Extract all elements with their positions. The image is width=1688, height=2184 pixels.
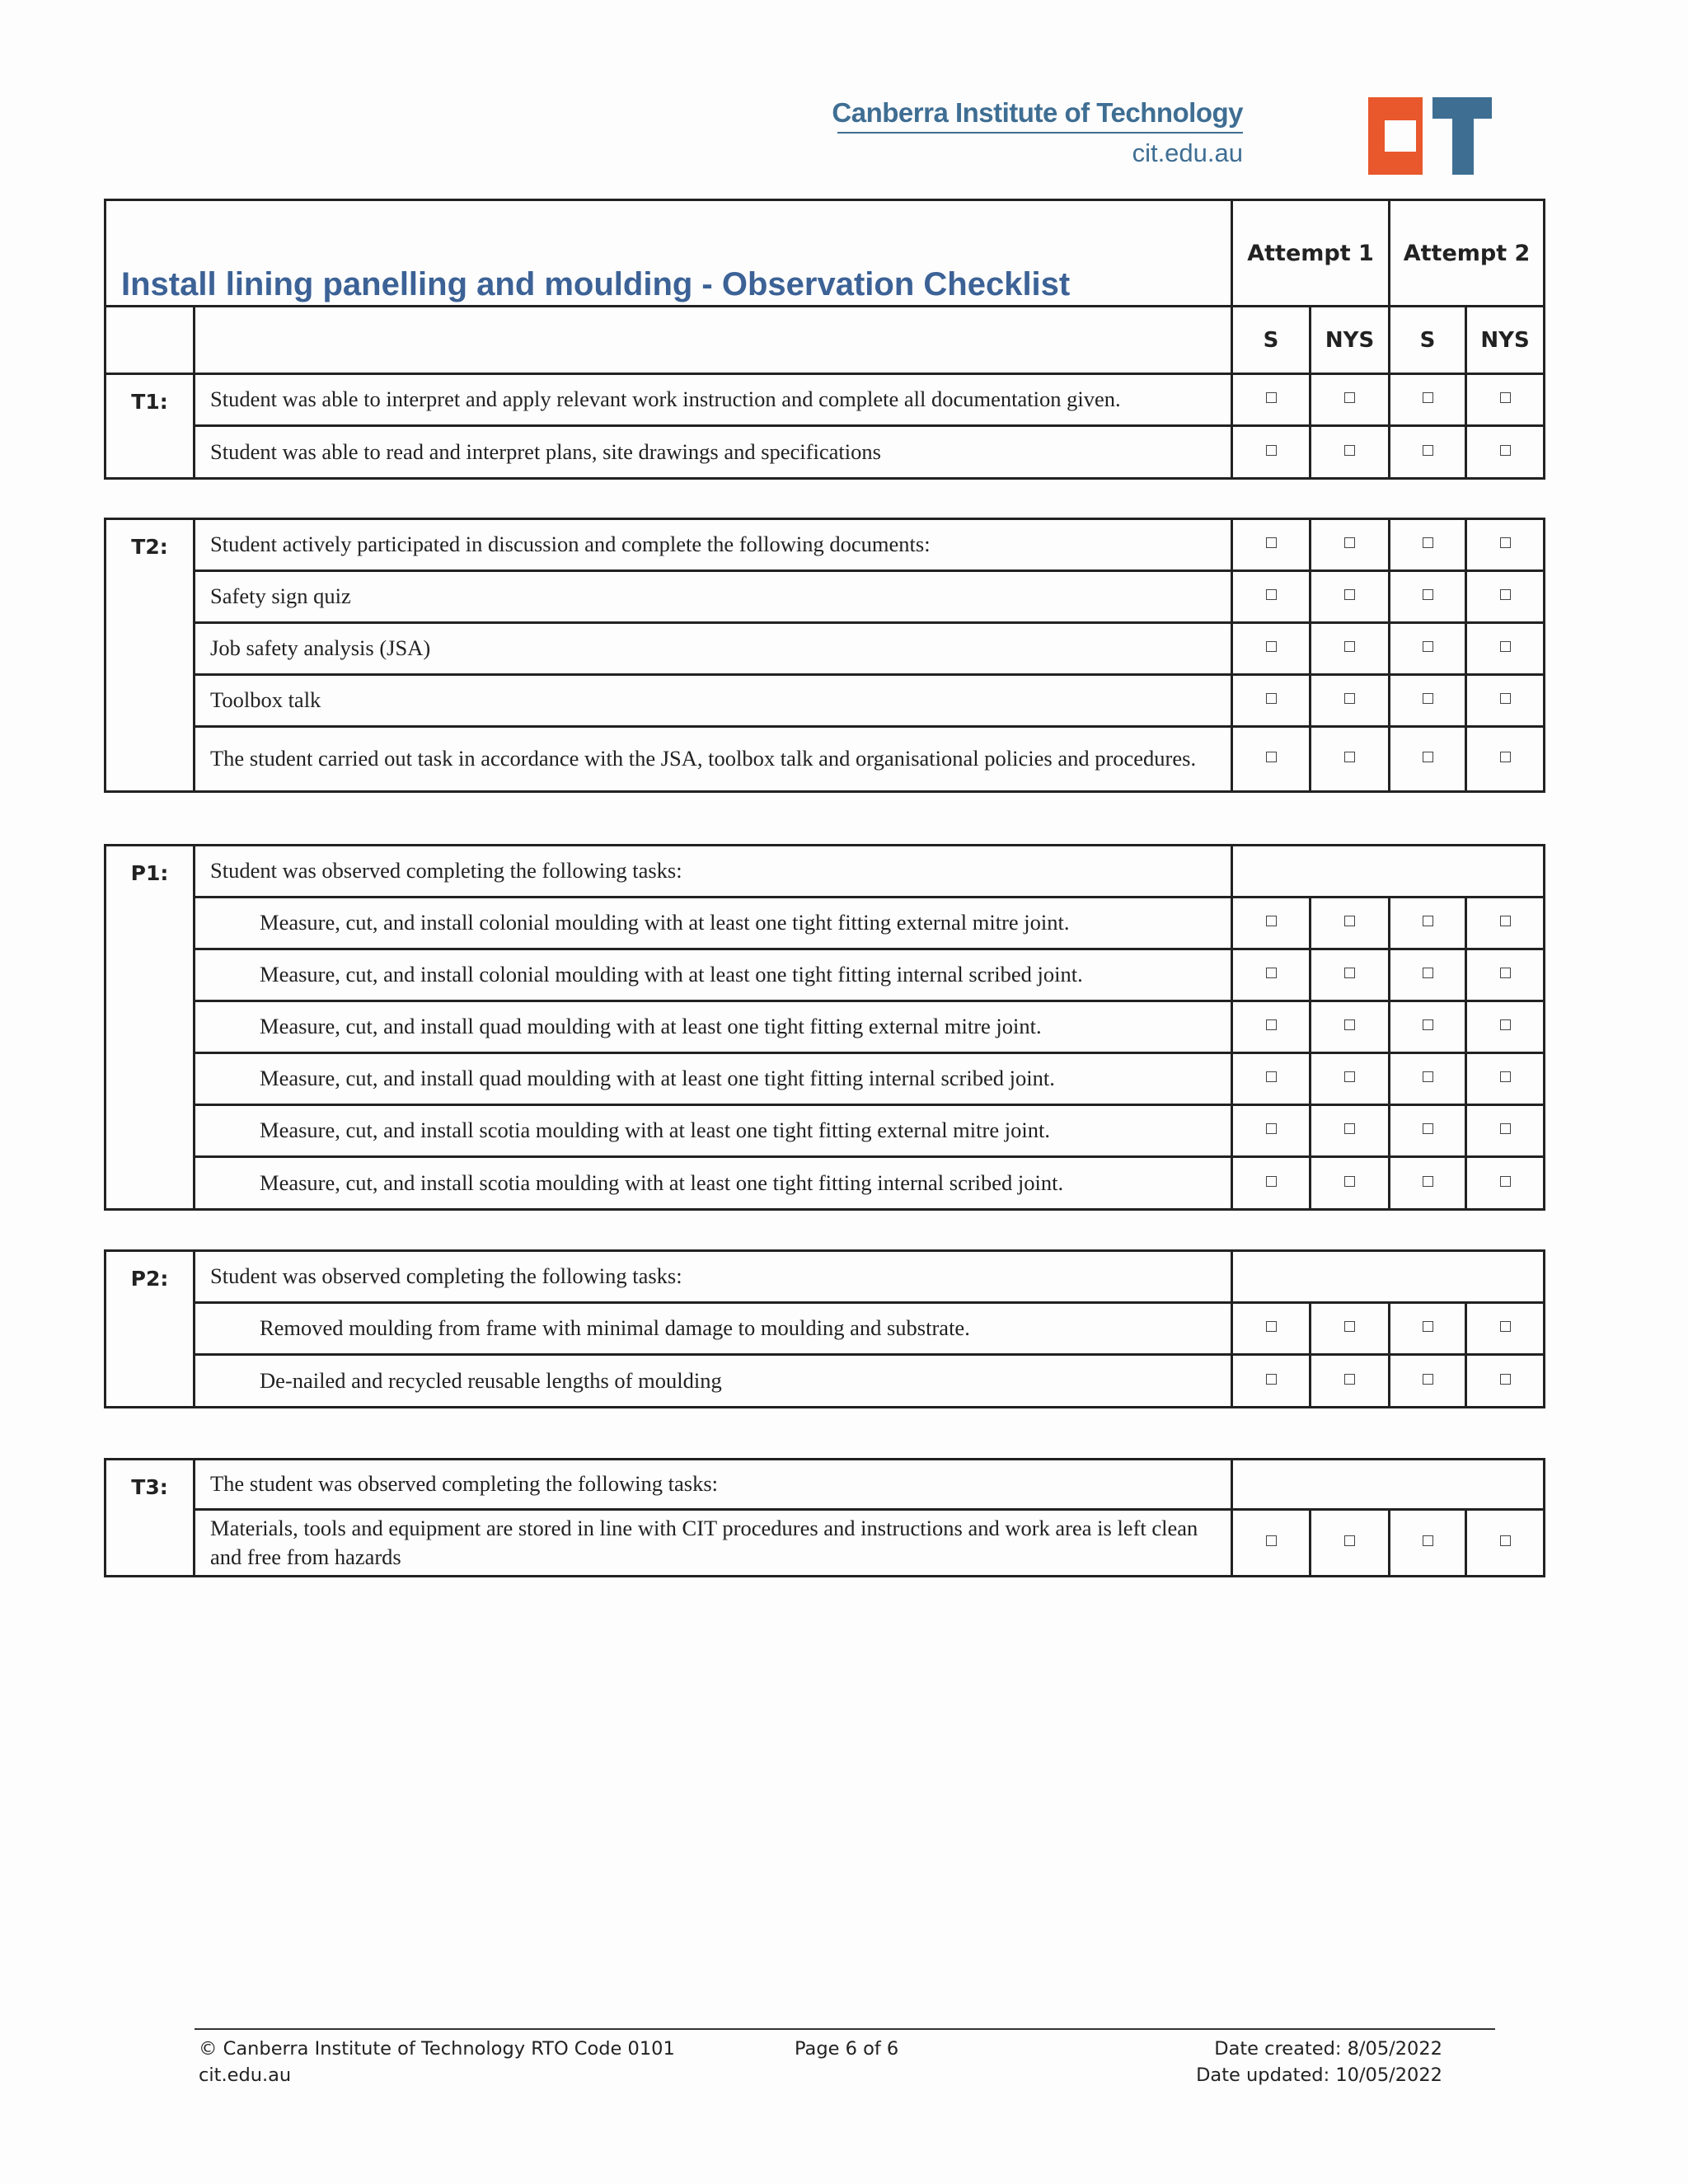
section-label-t2: T2:	[106, 519, 195, 792]
t2-1-att2-s-checkbox[interactable]	[1390, 519, 1466, 571]
t2-4-att2-s-checkbox[interactable]	[1390, 675, 1466, 727]
section-label-p2: P2:	[106, 1251, 195, 1408]
t2-3-att2-nys-checkbox[interactable]	[1466, 623, 1545, 675]
p2-checklist-table	[104, 1249, 1545, 1408]
p1-3-att1-nys-checkbox[interactable]	[1311, 1001, 1390, 1053]
empty-header-cell	[195, 307, 1232, 374]
t2-row-5	[106, 727, 1545, 792]
t2-5-att2-nys-checkbox[interactable]	[1466, 727, 1545, 792]
p1-intro-text: Student was observed completing the following tasks:	[195, 846, 1232, 898]
p2-intro-row	[106, 1251, 1545, 1303]
p1-row-5	[106, 1105, 1545, 1157]
p1-2-att1-nys-checkbox[interactable]	[1311, 949, 1390, 1001]
cit-logo	[832, 97, 1492, 180]
p1-3-att1-s-checkbox[interactable]	[1232, 1001, 1311, 1053]
section-label-t3: T3:	[106, 1460, 195, 1577]
t2-2-att1-s-checkbox[interactable]	[1232, 571, 1311, 623]
p1-6-att1-nys-checkbox[interactable]	[1311, 1157, 1390, 1210]
t1-2-att1-nys-checkbox[interactable]	[1311, 426, 1390, 479]
p1-5-att1-nys-checkbox[interactable]	[1311, 1105, 1390, 1157]
footer-page-number: Page 6 of 6	[795, 2038, 899, 2060]
p1-6-att1-s-checkbox[interactable]	[1232, 1157, 1311, 1210]
t2-item-4-text: Toolbox talk	[195, 675, 1232, 727]
footer-dates	[1187, 2036, 1442, 2088]
t3-checklist-table	[104, 1458, 1545, 1577]
p1-row-6	[106, 1157, 1545, 1210]
p1-intro-row	[106, 846, 1545, 898]
p2-intro-empty-cell	[1232, 1251, 1545, 1303]
p1-5-att1-s-checkbox[interactable]	[1232, 1105, 1311, 1157]
p2-item-1-text: Removed moulding from frame with minimal damage to moulding and substrate.	[195, 1303, 1232, 1355]
p1-4-att1-nys-checkbox[interactable]	[1311, 1053, 1390, 1105]
logo-institute-name: Canberra Institute of Technology	[832, 97, 1243, 128]
p1-2-att2-nys-checkbox[interactable]	[1466, 949, 1545, 1001]
p1-checklist-table	[104, 844, 1545, 1211]
p1-item-5-text: Measure, cut, and install scotia moulding with at least one tight fitting external mitre joint.	[195, 1105, 1232, 1157]
footer-copyright: © Canberra Institute of Technology RTO Code 0101	[199, 2038, 675, 2060]
t1-item-2-text: Student was able to read and interpret plans, site drawings and specifications	[195, 426, 1232, 479]
t3-1-att2-nys-checkbox[interactable]	[1466, 1510, 1545, 1577]
section-label-t1: T1:	[106, 374, 195, 479]
t1-1-att1-s-checkbox[interactable]	[1232, 374, 1311, 426]
checklist-header-row	[106, 200, 1545, 307]
p1-3-att2-nys-checkbox[interactable]	[1466, 1001, 1545, 1053]
t2-3-att1-nys-checkbox[interactable]	[1311, 623, 1390, 675]
p1-row-1	[106, 898, 1545, 949]
t3-item-1-text: Materials, tools and equipment are stored in line with CIT procedures and instructions and work area is left clean and free from hazards	[195, 1510, 1232, 1577]
p1-row-2	[106, 949, 1545, 1001]
p1-1-att1-s-checkbox[interactable]	[1232, 898, 1311, 949]
t2-5-att2-s-checkbox[interactable]	[1390, 727, 1466, 792]
logo-divider	[837, 132, 1243, 134]
t2-2-att2-nys-checkbox[interactable]	[1466, 571, 1545, 623]
t2-2-att2-s-checkbox[interactable]	[1390, 571, 1466, 623]
t2-4-att1-nys-checkbox[interactable]	[1311, 675, 1390, 727]
p1-item-6-text: Measure, cut, and install scotia moulding with at least one tight fitting internal scribed joint.	[195, 1157, 1232, 1210]
t2-3-att2-s-checkbox[interactable]	[1390, 623, 1466, 675]
t2-1-att1-nys-checkbox[interactable]	[1311, 519, 1390, 571]
t1-2-att1-s-checkbox[interactable]	[1232, 426, 1311, 479]
p2-intro-text: Student was observed completing the following tasks:	[195, 1251, 1232, 1303]
p1-intro-empty-cell	[1232, 846, 1545, 898]
p1-item-4-text: Measure, cut, and install quad moulding with at least one tight fitting internal scribed joint.	[195, 1053, 1232, 1105]
section-label-p1: P1:	[106, 846, 195, 1210]
footer-date-updated: Date updated: 10/05/2022	[1196, 2064, 1442, 2086]
t2-row-4	[106, 675, 1545, 727]
p1-2-att2-s-checkbox[interactable]	[1390, 949, 1466, 1001]
t2-1-att2-nys-checkbox[interactable]	[1466, 519, 1545, 571]
p1-4-att2-s-checkbox[interactable]	[1390, 1053, 1466, 1105]
t3-intro-row	[106, 1460, 1545, 1510]
t3-row-1	[106, 1510, 1545, 1577]
attempt-1-s-header: S	[1232, 307, 1311, 374]
footer-date-created: Date created: 8/05/2022	[1214, 2038, 1442, 2060]
attempt-2-nys-header: NYS	[1466, 307, 1545, 374]
t2-1-att1-s-checkbox[interactable]	[1232, 519, 1311, 571]
p1-4-att2-nys-checkbox[interactable]	[1466, 1053, 1545, 1105]
p1-6-att2-nys-checkbox[interactable]	[1466, 1157, 1545, 1210]
footer-divider	[195, 2028, 1495, 2030]
t2-4-att2-nys-checkbox[interactable]	[1466, 675, 1545, 727]
p1-item-2-text: Measure, cut, and install colonial moulding with at least one tight fitting internal scribed joint.	[195, 949, 1232, 1001]
t2-5-att1-nys-checkbox[interactable]	[1311, 727, 1390, 792]
p2-row-2	[106, 1355, 1545, 1408]
p1-2-att1-s-checkbox[interactable]	[1232, 949, 1311, 1001]
attempt-1-nys-header: NYS	[1311, 307, 1390, 374]
column-header-row	[106, 307, 1545, 374]
t3-1-att1-nys-checkbox[interactable]	[1311, 1510, 1390, 1577]
p2-1-att1-nys-checkbox[interactable]	[1311, 1303, 1390, 1355]
t1-row-1	[106, 374, 1545, 426]
t2-item-2-text: Safety sign quiz	[195, 571, 1232, 623]
p1-6-att2-s-checkbox[interactable]	[1390, 1157, 1466, 1210]
t3-1-att1-s-checkbox[interactable]	[1232, 1510, 1311, 1577]
t1-item-1-text: Student was able to interpret and apply relevant work instruction and complete all documentation given.	[195, 374, 1232, 426]
p1-1-att1-nys-checkbox[interactable]	[1311, 898, 1390, 949]
t2-item-1-text: Student actively participated in discussion and complete the following documents:	[195, 519, 1232, 571]
t2-3-att1-s-checkbox[interactable]	[1232, 623, 1311, 675]
t1-2-att2-s-checkbox[interactable]	[1390, 426, 1466, 479]
footer-left	[199, 2036, 675, 2088]
p2-1-att2-nys-checkbox[interactable]	[1466, 1303, 1545, 1355]
logo-url: cit.edu.au	[1132, 138, 1243, 167]
p1-4-att1-s-checkbox[interactable]	[1232, 1053, 1311, 1105]
t1-1-att2-nys-checkbox[interactable]	[1466, 374, 1545, 426]
cit-logo-mark-icon	[1368, 97, 1492, 175]
p2-row-1	[106, 1303, 1545, 1355]
attempt-1-header: Attempt 1	[1232, 200, 1390, 307]
t2-item-5-text: The student carried out task in accordance with the JSA, toolbox talk and organisational policies and procedures.	[195, 727, 1232, 792]
t2-row-3	[106, 623, 1545, 675]
t3-1-att2-s-checkbox[interactable]	[1390, 1510, 1466, 1577]
p1-row-3	[106, 1001, 1545, 1053]
p2-1-att2-s-checkbox[interactable]	[1390, 1303, 1466, 1355]
p1-5-att2-nys-checkbox[interactable]	[1466, 1105, 1545, 1157]
attempt-2-header: Attempt 2	[1390, 200, 1545, 307]
p2-2-att1-nys-checkbox[interactable]	[1311, 1355, 1390, 1408]
footer-website: cit.edu.au	[199, 2064, 292, 2086]
t2-row-1	[106, 519, 1545, 571]
p1-item-1-text: Measure, cut, and install colonial moulding with at least one tight fitting external mitre joint.	[195, 898, 1232, 949]
t2-4-att1-s-checkbox[interactable]	[1232, 675, 1311, 727]
t1-row-2	[106, 426, 1545, 479]
attempt-2-s-header: S	[1390, 307, 1466, 374]
t1-checklist-table	[104, 199, 1545, 480]
p1-item-3-text: Measure, cut, and install quad moulding with at least one tight fitting external mitre joint.	[195, 1001, 1232, 1053]
p2-2-att2-nys-checkbox[interactable]	[1466, 1355, 1545, 1408]
p1-row-4	[106, 1053, 1545, 1105]
p1-1-att2-nys-checkbox[interactable]	[1466, 898, 1545, 949]
p1-1-att2-s-checkbox[interactable]	[1390, 898, 1466, 949]
checklist-title: Install lining panelling and moulding - Observation Checklist	[106, 200, 1232, 307]
p1-3-att2-s-checkbox[interactable]	[1390, 1001, 1466, 1053]
t2-item-3-text: Job safety analysis (JSA)	[195, 623, 1232, 675]
p2-2-att1-s-checkbox[interactable]	[1232, 1355, 1311, 1408]
t3-intro-text: The student was observed completing the following tasks:	[195, 1460, 1232, 1510]
t2-checklist-table	[104, 518, 1545, 793]
t1-2-att2-nys-checkbox[interactable]	[1466, 426, 1545, 479]
t1-1-att2-s-checkbox[interactable]	[1390, 374, 1466, 426]
t2-2-att1-nys-checkbox[interactable]	[1311, 571, 1390, 623]
p1-5-att2-s-checkbox[interactable]	[1390, 1105, 1466, 1157]
p2-1-att1-s-checkbox[interactable]	[1232, 1303, 1311, 1355]
t2-5-att1-s-checkbox[interactable]	[1232, 727, 1311, 792]
empty-header-cell	[106, 307, 195, 374]
p2-2-att2-s-checkbox[interactable]	[1390, 1355, 1466, 1408]
logo-text	[832, 97, 1243, 168]
t1-1-att1-nys-checkbox[interactable]	[1311, 374, 1390, 426]
t2-row-2	[106, 571, 1545, 623]
t3-intro-empty-cell	[1232, 1460, 1545, 1510]
p2-item-2-text: De-nailed and recycled reusable lengths of moulding	[195, 1355, 1232, 1408]
